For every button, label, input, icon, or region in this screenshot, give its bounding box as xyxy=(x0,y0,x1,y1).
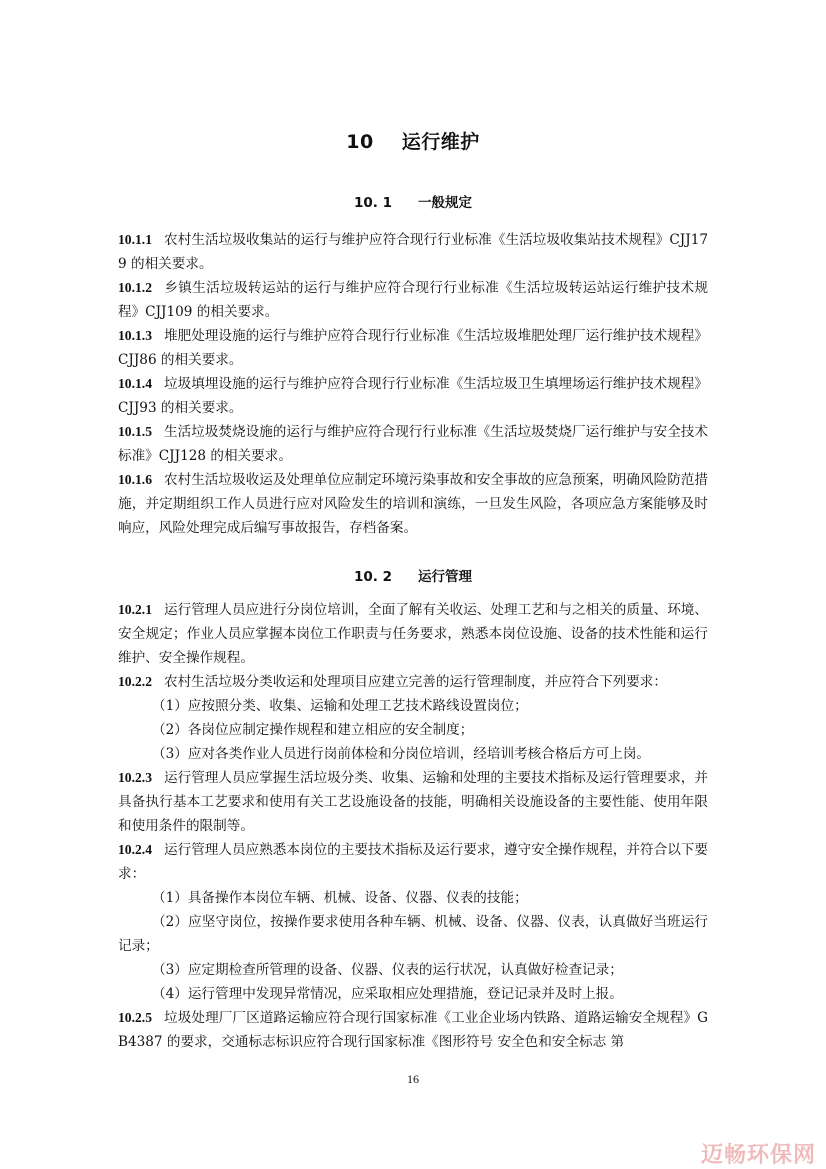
section-heading-10-1 xyxy=(0,191,826,211)
section-heading-10-2 xyxy=(0,565,826,585)
clause-10-2-2 xyxy=(118,670,708,694)
chapter-title xyxy=(0,127,826,154)
list-item: （2）各岗位应制定操作规程和建立相应的安全制度； xyxy=(152,722,474,738)
clause-10-1-6 xyxy=(118,468,708,540)
clause-10-1-1 xyxy=(118,228,708,276)
clause-number: 10.1.5 xyxy=(118,424,152,439)
section-title-text: 一般规定 xyxy=(418,195,472,211)
clause-10-2-4 xyxy=(118,838,708,886)
list-item: （3）应对各类作业人员进行岗前体检和分岗位培训，经培训考核合格后方可上岗。 xyxy=(152,746,651,762)
clause-text: 垃圾填埋设施的运行与维护应符合现行行业标准《生活垃圾卫生填埋场运行维护技术规程》CJJ93 的相关要求。 xyxy=(118,376,708,416)
clause-10-2-1 xyxy=(118,598,708,670)
clause-number: 10.1.6 xyxy=(118,472,152,487)
clause-text: 运行管理人员应熟悉本岗位的主要技术指标及运行要求，遵守安全操作规程，并符合以下要求： xyxy=(118,842,708,882)
watermark-logo: 迈畅环保网 xyxy=(700,1143,816,1168)
clause-10-2-5 xyxy=(118,1006,708,1054)
clause-text: 堆肥处理设施的运行与维护应符合现行行业标准《生活垃圾堆肥处理厂运行维护技术规程》CJJ86 的相关要求。 xyxy=(118,328,708,368)
list-item: （3）应定期检查所管理的设备、仪器、仪表的运行状况，认真做好检查记录； xyxy=(152,962,623,978)
clause-text: 生活垃圾焚烧设施的运行与维护应符合现行行业标准《生活垃圾焚烧厂运行维护与安全技术标准》CJJ128 的相关要求。 xyxy=(118,424,708,464)
clause-number: 10.2.4 xyxy=(118,842,152,857)
clause-10-1-2 xyxy=(118,276,708,324)
clause-text: 乡镇生活垃圾转运站的运行与维护应符合现行行业标准《生活垃圾转运站运行维护技术规程》CJJ109 的相关要求。 xyxy=(118,280,708,320)
chapter-number: 10 xyxy=(346,131,374,153)
clause-number: 10.2.3 xyxy=(118,770,152,785)
section-10-1-body xyxy=(118,228,708,540)
clause-number: 10.1.2 xyxy=(118,280,152,295)
clause-number: 10.1.3 xyxy=(118,328,152,343)
clause-10-1-5 xyxy=(118,420,708,468)
clause-text: 农村生活垃圾收运及处理单位应制定环境污染事故和安全事故的应急预案，明确风险防范措施，并定期组织工作人员进行应对风险发生的培训和演练，一旦发生风险，各项应急方案能够及时响应，风险处理完成后编写事故报告，存档备案。 xyxy=(118,472,708,536)
clause-number: 10.1.1 xyxy=(118,232,152,247)
clause-number: 10.2.5 xyxy=(118,1010,152,1025)
list-item: （1）应按照分类、收集、运输和处理工艺技术路线设置岗位； xyxy=(152,698,528,714)
chapter-title-text: 运行维护 xyxy=(401,131,480,153)
clause-text: 农村生活垃圾分类收运和处理项目应建立完善的运行管理制度，并应符合下列要求： xyxy=(163,674,667,690)
list-item: （2）应坚守岗位，按操作要求使用各种车辆、机械、设备、仪器、仪表，认真做好当班运行记录； xyxy=(118,914,708,954)
list-item: （4）运行管理中发现异常情况，应采取相应处理措施，登记记录并及时上报。 xyxy=(152,986,623,1002)
section-10-2-body xyxy=(118,598,708,1054)
section-title-text: 运行管理 xyxy=(418,569,472,585)
clause-text: 运行管理人员应掌握生活垃圾分类、收集、运输和处理的主要技术指标及运行管理要求，并具备执行基本工艺要求和使用有关工艺设施设备的技能，明确相关设施设备的主要性能、使用年限和使用条件的限制等。 xyxy=(118,770,708,834)
clause-number: 10.1.4 xyxy=(118,376,152,391)
clause-number: 10.2.2 xyxy=(118,674,152,689)
page-number: 16 xyxy=(407,1072,419,1086)
list-item: （1）具备操作本岗位车辆、机械、设备、仪器、仪表的技能； xyxy=(152,890,528,906)
section-number: 10. 2 xyxy=(353,569,392,585)
clause-text: 运行管理人员应进行分岗位培训，全面了解有关收运、处理工艺和与之相关的质量、环境、安全规定；作业人员应掌握本岗位工作职责与任务要求，熟悉本岗位设施、设备的技术性能和运行维护、安全操作规程。 xyxy=(118,602,708,666)
clause-10-1-4 xyxy=(118,372,708,420)
clause-10-2-3 xyxy=(118,766,708,838)
section-number: 10. 1 xyxy=(353,195,392,211)
clause-10-1-3 xyxy=(118,324,708,372)
clause-number: 10.2.1 xyxy=(118,602,152,617)
clause-text: 农村生活垃圾收集站的运行与维护应符合现行行业标准《生活垃圾收集站技术规程》CJJ179 的相关要求。 xyxy=(118,232,708,272)
clause-text: 垃圾处理厂厂区道路运输应符合现行国家标准《工业企业场内铁路、道路运输安全规程》GB4387 的要求，交通标志标识应符合现行国家标准《图形符号 安全色和安全标志 第 xyxy=(118,1010,708,1050)
